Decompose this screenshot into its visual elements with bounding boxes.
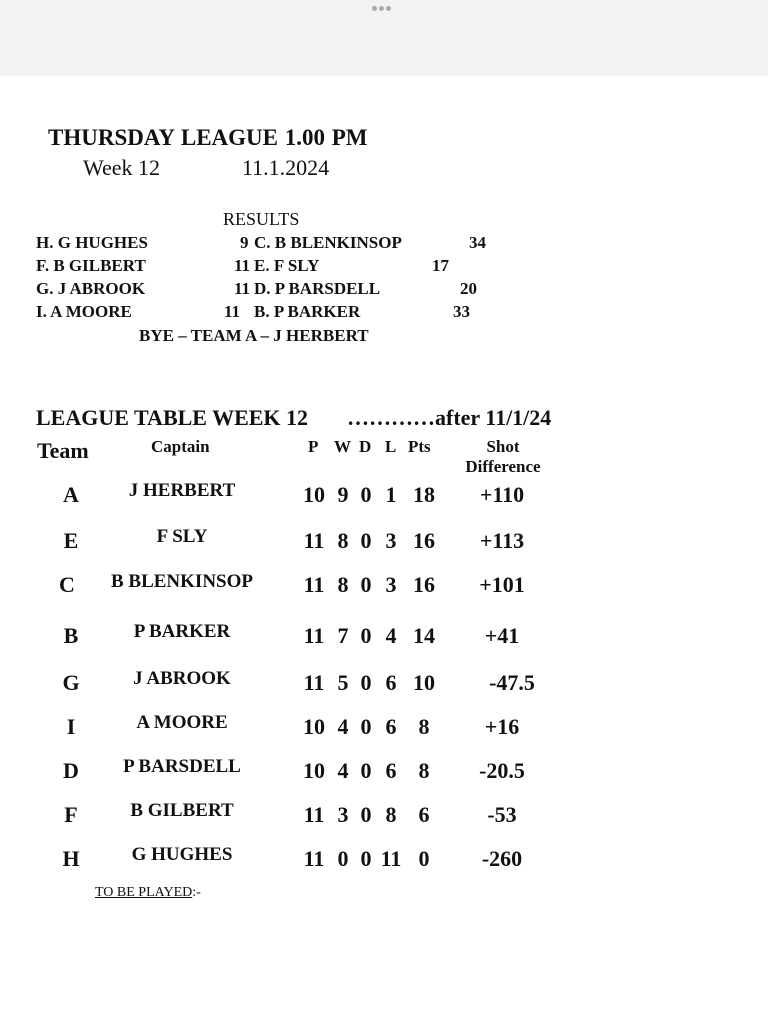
team-cell: B bbox=[63, 623, 79, 648]
result-home-score: 11 bbox=[234, 279, 251, 298]
result-away-team: E. F SLY bbox=[254, 256, 320, 275]
shot-difference-cell: +41 bbox=[484, 623, 520, 648]
table-row bbox=[0, 528, 768, 558]
bye-note: BYE – TEAM A – J HERBERT bbox=[139, 326, 369, 345]
points-cell: 8 bbox=[418, 758, 430, 783]
shot-difference-cell: +16 bbox=[484, 714, 520, 739]
shot-difference-cell: -20.5 bbox=[479, 758, 525, 783]
result-home-team: F. B GILBERT bbox=[36, 256, 146, 275]
team-cell: A bbox=[63, 482, 79, 507]
results-heading: RESULTS bbox=[223, 209, 300, 229]
result-away-score: 33 bbox=[453, 302, 470, 321]
result-away-team: D. P BARSDELL bbox=[254, 279, 381, 298]
won-cell: 9 bbox=[337, 482, 349, 507]
league-table-title: LEAGUE TABLE WEEK 12 bbox=[36, 405, 309, 430]
drawn-cell: 0 bbox=[360, 802, 372, 827]
captain-cell: J HERBERT bbox=[128, 480, 236, 501]
won-cell: 5 bbox=[337, 670, 349, 695]
result-home-score: 11 bbox=[234, 256, 251, 275]
lost-cell: 3 bbox=[385, 572, 397, 597]
league-table-after-date: …………after 11/1/24 bbox=[347, 405, 552, 430]
drawn-cell: 0 bbox=[360, 572, 372, 597]
column-header-shot-difference: Shot Difference bbox=[465, 437, 541, 476]
drawn-cell: 0 bbox=[360, 528, 372, 553]
to-be-played-label: TO BE PLAYED bbox=[95, 885, 193, 900]
page-title: THURSDAY LEAGUE 1.00 PM bbox=[48, 125, 368, 150]
table-row bbox=[0, 714, 768, 744]
table-row bbox=[0, 802, 768, 832]
won-cell: 3 bbox=[337, 802, 349, 827]
table-row bbox=[0, 572, 768, 602]
won-cell: 8 bbox=[337, 572, 349, 597]
result-away-team: C. B BLENKINSOP bbox=[254, 233, 402, 252]
table-row bbox=[0, 846, 768, 876]
captain-cell: A MOORE bbox=[136, 712, 228, 733]
won-cell: 7 bbox=[337, 623, 349, 648]
points-cell: 8 bbox=[418, 714, 430, 739]
result-home-score: 9 bbox=[240, 233, 249, 252]
drawn-cell: 0 bbox=[360, 482, 372, 507]
shot-difference-cell: -260 bbox=[481, 846, 523, 871]
played-cell: 11 bbox=[303, 572, 325, 597]
lost-cell: 1 bbox=[385, 482, 397, 507]
lost-cell: 3 bbox=[385, 528, 397, 553]
team-cell: D bbox=[63, 758, 79, 783]
played-cell: 11 bbox=[303, 670, 325, 695]
points-cell: 16 bbox=[413, 528, 435, 553]
column-header-lost: L bbox=[385, 437, 397, 456]
table-row bbox=[0, 482, 768, 512]
column-header-won: W bbox=[334, 437, 351, 456]
drawn-cell: 0 bbox=[360, 758, 372, 783]
drawn-cell: 0 bbox=[360, 714, 372, 739]
won-cell: 4 bbox=[337, 714, 349, 739]
points-cell: 6 bbox=[418, 802, 430, 827]
drawn-cell: 0 bbox=[360, 846, 372, 871]
team-cell: H bbox=[62, 846, 80, 871]
team-cell: F bbox=[64, 802, 78, 827]
captain-cell: B GILBERT bbox=[130, 800, 234, 821]
won-cell: 0 bbox=[337, 846, 349, 871]
lost-cell: 6 bbox=[385, 714, 397, 739]
result-home-score: 11 bbox=[224, 302, 241, 321]
to-be-played-suffix: :- bbox=[192, 885, 201, 900]
to-be-played-note bbox=[95, 885, 201, 901]
points-cell: 18 bbox=[413, 482, 435, 507]
lost-cell: 11 bbox=[380, 846, 402, 871]
won-cell: 4 bbox=[337, 758, 349, 783]
captain-cell: P BARKER bbox=[133, 621, 231, 642]
drawn-cell: 0 bbox=[360, 623, 372, 648]
captain-cell: P BARSDELL bbox=[123, 756, 241, 777]
team-cell: I bbox=[66, 714, 76, 739]
column-header-played: P bbox=[308, 437, 319, 456]
points-cell: 16 bbox=[413, 572, 435, 597]
result-away-score: 34 bbox=[469, 233, 486, 252]
captain-cell: G HUGHES bbox=[131, 844, 233, 865]
played-cell: 10 bbox=[303, 714, 325, 739]
result-away-score: 17 bbox=[432, 256, 449, 275]
lost-cell: 8 bbox=[385, 802, 397, 827]
shot-difference-cell: +101 bbox=[479, 572, 525, 597]
column-header-captain: Captain bbox=[151, 437, 210, 456]
drawn-cell: 0 bbox=[360, 670, 372, 695]
column-header-points: Pts bbox=[408, 437, 431, 456]
played-cell: 11 bbox=[303, 802, 325, 827]
team-cell: C bbox=[59, 572, 75, 597]
played-cell: 10 bbox=[303, 758, 325, 783]
table-row bbox=[0, 623, 768, 653]
column-header-team: Team bbox=[37, 438, 89, 463]
team-cell: E bbox=[63, 528, 79, 553]
captain-cell: B BLENKINSOP bbox=[110, 571, 253, 592]
week-label: Week 12 bbox=[83, 155, 161, 180]
result-away-score: 20 bbox=[460, 279, 477, 298]
more-options-icon[interactable] bbox=[372, 6, 396, 14]
points-cell: 14 bbox=[413, 623, 435, 648]
shot-difference-cell: -47.5 bbox=[489, 670, 535, 695]
result-home-team: G. J ABROOK bbox=[36, 279, 146, 298]
top-toolbar bbox=[0, 0, 768, 76]
played-cell: 11 bbox=[303, 528, 325, 553]
table-row bbox=[0, 758, 768, 788]
captain-cell: J ABROOK bbox=[133, 668, 231, 689]
points-cell: 10 bbox=[413, 670, 435, 695]
team-cell: G bbox=[62, 670, 80, 695]
played-cell: 10 bbox=[303, 482, 325, 507]
result-home-team: I. A MOORE bbox=[36, 302, 132, 321]
lost-cell: 6 bbox=[385, 758, 397, 783]
points-cell: 0 bbox=[418, 846, 430, 871]
result-home-team: H. G HUGHES bbox=[36, 233, 148, 252]
played-cell: 11 bbox=[303, 623, 325, 648]
lost-cell: 6 bbox=[385, 670, 397, 695]
won-cell: 8 bbox=[337, 528, 349, 553]
column-header-drawn: D bbox=[359, 437, 372, 456]
date-label: 11.1.2024 bbox=[242, 155, 330, 180]
captain-cell: F SLY bbox=[156, 526, 208, 547]
played-cell: 11 bbox=[303, 846, 325, 871]
shot-difference-cell: +113 bbox=[479, 528, 525, 553]
shot-difference-cell: -53 bbox=[487, 802, 517, 827]
shot-difference-cell: +110 bbox=[479, 482, 525, 507]
result-away-team: B. P BARKER bbox=[254, 302, 361, 321]
lost-cell: 4 bbox=[385, 623, 397, 648]
table-row bbox=[0, 670, 768, 700]
